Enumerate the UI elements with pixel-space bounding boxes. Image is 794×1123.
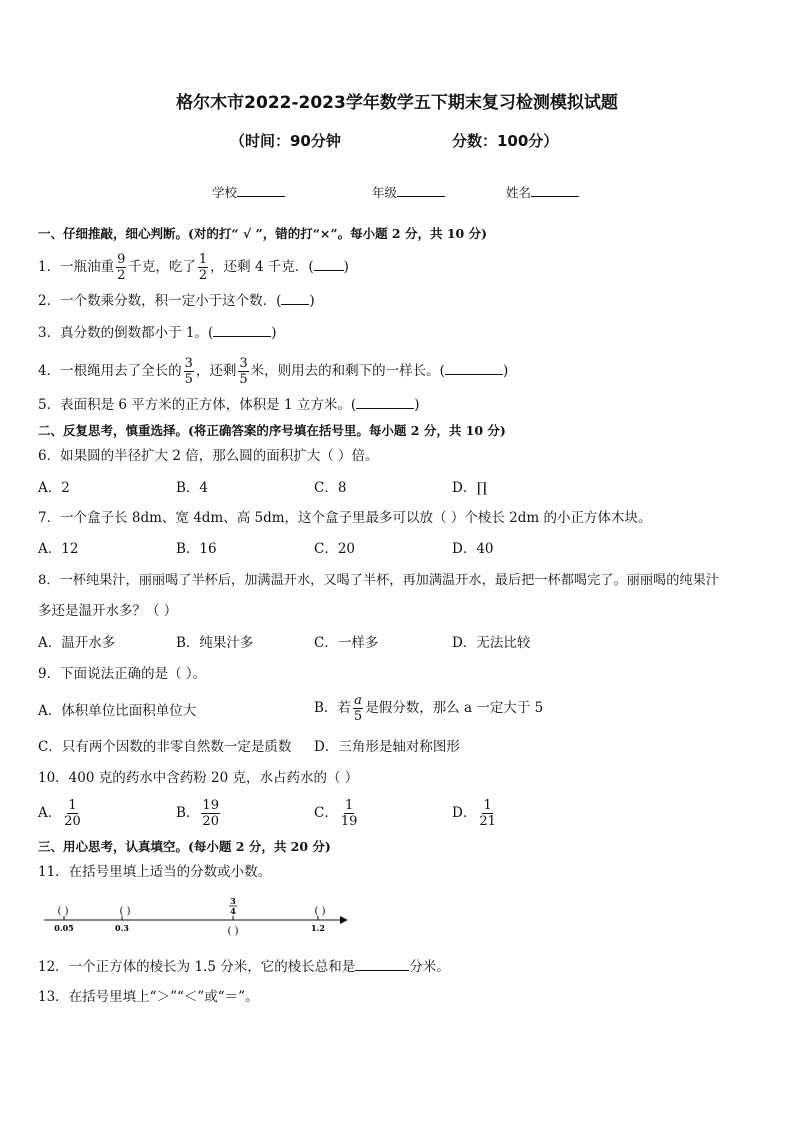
q6-option-b[interactable]: B．4 — [176, 480, 209, 496]
blank-above-0-3[interactable]: ( ) — [119, 906, 131, 917]
q10-option-d[interactable] — [452, 798, 499, 829]
q6-option-a[interactable]: A．2 — [38, 480, 70, 496]
q9-option-d[interactable]: D．三角形是轴对称图形 — [314, 739, 460, 755]
name-field — [506, 182, 579, 201]
number-line-arrow — [340, 916, 348, 924]
q10-a-label: A． — [38, 805, 62, 821]
question-9: 9．下面说法正确的是（ ）。 — [38, 666, 207, 682]
q7-option-b[interactable]: B．16 — [176, 541, 217, 557]
q10-b-fraction — [201, 798, 220, 829]
exam-score: 分数：100分） — [452, 132, 559, 150]
grade-field — [372, 182, 445, 201]
q1-answer-blank[interactable] — [314, 256, 344, 271]
label-3-4-den: 4 — [230, 906, 236, 916]
q12-answer-blank[interactable] — [355, 956, 409, 971]
q1-text-c: ，还剩 4 千克．( — [210, 259, 314, 275]
q9-option-a[interactable]: A．体积单位比面积单位大 — [38, 703, 197, 719]
q10-d-den: 21 — [479, 814, 496, 829]
question-1 — [38, 252, 349, 283]
q10-d-fraction — [478, 798, 497, 829]
q10-option-c[interactable] — [314, 798, 360, 829]
question-11: 11．在括号里填上适当的分数或小数。 — [38, 864, 272, 880]
q10-option-b[interactable] — [176, 798, 222, 829]
q10-c-den: 19 — [340, 814, 358, 829]
q3-text-b: ) — [271, 325, 277, 341]
q10-a-num: 1 — [68, 798, 77, 813]
q1-fraction-1 — [116, 252, 126, 283]
question-5 — [38, 394, 419, 415]
question-7: 7．一个盒子长 8dm、宽 4dm、高 5dm，这个盒子里最多可以放（ ）个棱长 2dm 的小正方体木块。 — [38, 510, 652, 526]
exam-time: （时间：90分钟 — [230, 132, 341, 150]
q10-a-fraction — [63, 798, 82, 829]
q6-option-c[interactable]: C．8 — [314, 480, 347, 496]
q4-text-b: ，还剩 — [195, 363, 237, 379]
q10-option-a[interactable] — [38, 798, 84, 829]
label-3-4-num: 3 — [230, 896, 236, 906]
q10-d-label: D． — [452, 805, 477, 821]
question-2 — [38, 290, 315, 311]
section-1-heading: 一、仔细推敲，细心判断。(对的打“ √ ”，错的打“×”。每小题 2 分，共 10 分) — [38, 226, 487, 241]
q8-option-d[interactable]: D．无法比较 — [452, 635, 531, 651]
section-3-heading: 三、用心思考，认真填空。(每小题 2 分，共 20 分) — [38, 839, 331, 854]
q1-fraction-2 — [198, 252, 208, 283]
q2-text-b: ) — [309, 293, 315, 309]
q1-f1-num: 9 — [117, 252, 126, 267]
q4-fraction-2 — [238, 356, 248, 387]
q12-text-b: 分米。 — [409, 959, 450, 975]
q7-option-a[interactable]: A．12 — [38, 541, 79, 557]
q1-text-a: 1．一瓶油重 — [38, 259, 115, 275]
q5-text-b: ) — [414, 397, 420, 413]
label-1-2: 1.2 — [311, 923, 325, 933]
q7-option-d[interactable]: D．40 — [452, 541, 494, 557]
q9-b-text-a: B．若 — [314, 700, 351, 716]
q1-text-b: 千克，吃了 — [128, 259, 196, 275]
q3-text-a: 3．真分数的倒数都小于 1。( — [38, 325, 214, 341]
page-title: 格尔木市2022-2023学年数学五下期末复习检测模拟试题 — [176, 93, 618, 113]
q9-b-text-b: 是假分数，那么 a 一定大于 5 — [365, 700, 544, 716]
q1-f2-num: 1 — [198, 252, 208, 267]
school-field — [212, 182, 285, 201]
q9-option-c[interactable]: C．只有两个因数的非零自然数一定是质数 — [38, 739, 292, 755]
q10-c-num: 1 — [344, 798, 354, 813]
number-line — [40, 896, 350, 938]
q1-text-d: ) — [343, 259, 349, 275]
name-label: 姓名 — [506, 185, 532, 200]
q10-a-den: 20 — [64, 814, 81, 829]
school-label: 学校 — [212, 185, 238, 200]
q4-f1-num: 3 — [184, 356, 193, 371]
label-0-3: 0.3 — [115, 923, 129, 933]
q8-option-a[interactable]: A．温开水多 — [38, 635, 116, 651]
blank-above-1-2[interactable]: ( ) — [314, 906, 326, 917]
q5-answer-blank[interactable] — [356, 394, 414, 409]
q10-b-num: 19 — [202, 798, 219, 813]
question-10: 10．400 克的药水中含药粉 20 克，水占药水的（ ） — [38, 770, 359, 786]
question-13: 13．在括号里填上“＞”“＜”或“＝”。 — [38, 989, 259, 1005]
q12-text-a: 12．一个正方体的棱长为 1.5 分米，它的棱长总和是 — [38, 959, 356, 975]
q4-answer-blank[interactable] — [445, 360, 503, 375]
q9-b-den: 5 — [353, 709, 363, 724]
q9-b-fraction — [353, 693, 363, 724]
q2-answer-blank[interactable] — [281, 290, 309, 305]
q2-text-a: 2．一个数乘分数，积一定小于这个数．( — [38, 293, 282, 309]
q10-b-label: B． — [176, 805, 200, 821]
q10-c-fraction — [340, 798, 359, 829]
question-8-line-1: 8．一杯纯果汁，丽丽喝了半杯后，加满温开水，又喝了半杯，再加满温开水，最后把一杯都喝完了。丽丽喝的纯果汁 — [38, 573, 719, 588]
q4-f1-den: 5 — [184, 372, 193, 387]
q1-f2-den: 2 — [198, 268, 208, 283]
q6-option-d[interactable]: D．∏ — [452, 480, 488, 496]
question-8-line-2: 多还是温开水多？（ ） — [38, 603, 178, 619]
q4-text-d: ) — [502, 363, 509, 379]
q4-f2-den: 5 — [239, 372, 248, 387]
q8-option-b[interactable]: B．纯果汁多 — [176, 635, 254, 651]
q10-d-num: 1 — [483, 798, 492, 813]
q4-fraction-1 — [184, 356, 194, 387]
q4-f2-num: 3 — [239, 356, 248, 371]
q10-b-den: 20 — [202, 814, 219, 829]
question-12 — [38, 956, 450, 977]
q9-b-num: a — [354, 693, 362, 708]
grade-label: 年级 — [372, 185, 398, 200]
blank-below-3-4[interactable]: ( ) — [227, 926, 239, 937]
question-3 — [38, 322, 277, 343]
q10-c-label: C． — [314, 805, 338, 821]
q4-text-c: 米，则用去的和剩下的一样长。( — [250, 363, 445, 379]
q4-text-a: 4．一根绳用去了全长的 — [38, 363, 182, 379]
question-6: 6．如果圆的半径扩大 2 倍，那么圆的面积扩大（ ）倍。 — [38, 448, 379, 464]
q7-option-c[interactable]: C．20 — [314, 541, 356, 557]
section-2-heading: 二、反复思考，慎重选择。(将正确答案的序号填在括号里。每小题 2 分，共 10 分) — [38, 423, 506, 438]
q9-option-b[interactable] — [314, 693, 543, 724]
label-0-05: 0.05 — [54, 923, 74, 933]
q5-text-a: 5．表面积是 6 平方米的正方体，体积是 1 立方米。( — [38, 397, 357, 413]
blank-above-0-05[interactable]: ( ) — [57, 906, 69, 917]
question-4 — [38, 356, 508, 387]
q8-option-c[interactable]: C．一样多 — [314, 635, 379, 651]
q3-answer-blank[interactable] — [213, 322, 271, 337]
q1-f1-den: 2 — [117, 268, 126, 283]
